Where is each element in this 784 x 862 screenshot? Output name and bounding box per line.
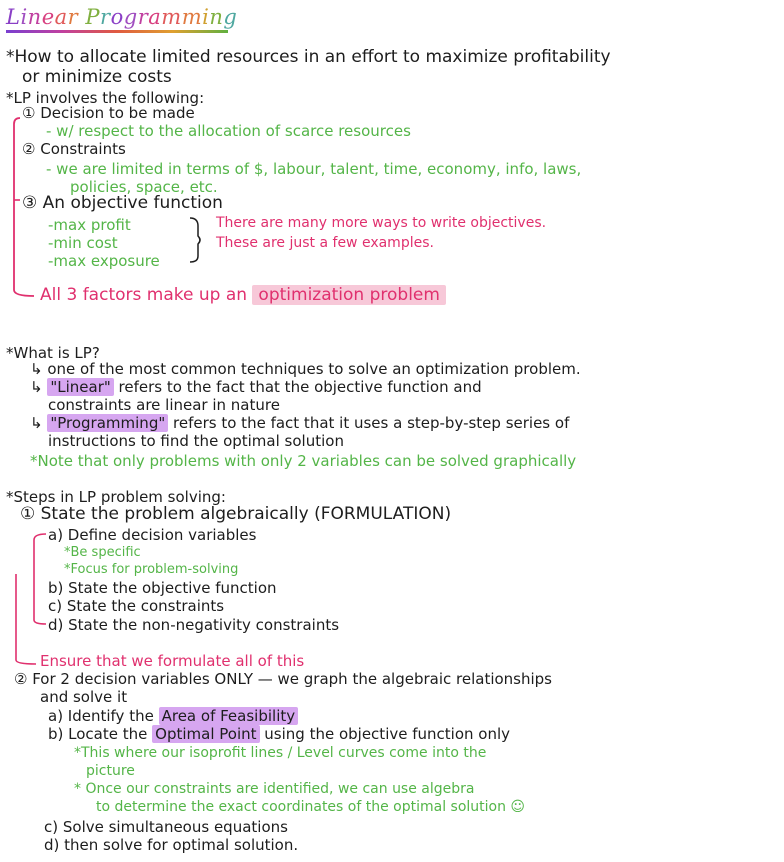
programming-line-2: instructions to find the optimal solution xyxy=(48,432,344,450)
item-constraints-detail-2: policies, space, etc. xyxy=(70,178,218,196)
step-2d: d) then solve for optimal solution. xyxy=(44,836,299,854)
linear-line-2: constraints are linear in nature xyxy=(48,396,280,414)
title-text: Linear Programming xyxy=(6,5,238,29)
all-factors-text: All 3 factors make up an xyxy=(40,285,248,305)
step-2b-text-2: using the objective function only xyxy=(264,725,511,743)
bracket-step1 xyxy=(16,574,36,664)
item-decision: ① Decision to be made xyxy=(22,104,195,122)
objective-max-exposure: -max exposure xyxy=(48,252,160,270)
isoprofit-note-2: picture xyxy=(86,763,135,779)
objective-min-cost: -min cost xyxy=(48,234,118,252)
algebra-note-1: * Once our constraints are identified, we can use algebra xyxy=(74,781,475,797)
page-title xyxy=(6,4,237,30)
ensure-line: Ensure that we formulate all of this xyxy=(40,652,305,670)
programming-highlight: "Programming" xyxy=(47,414,168,432)
item-objective: ③ An objective function xyxy=(22,193,223,213)
lp-involves: *LP involves the following: xyxy=(6,89,205,107)
linear-line: ↳ "Linear" refers to the fact that the objective function and xyxy=(30,378,482,396)
step-2b-text: b) Locate the xyxy=(48,725,148,743)
isoprofit-note-1: *This where our isoprofit lines / Level curves come into the xyxy=(74,745,487,761)
step-1d: d) State the non-negativity constraints xyxy=(48,616,340,634)
programming-line: ↳ "Programming" refers to the fact that it uses a step-by-step series of xyxy=(30,414,570,432)
step-2a-text: a) Identify the xyxy=(48,707,154,725)
steps-heading: *Steps in LP problem solving: xyxy=(6,488,226,506)
all-factors-line xyxy=(40,286,446,304)
objective-note-1: There are many more ways to write objectives. xyxy=(216,215,547,231)
step-2c: c) Solve simultaneous equations xyxy=(44,818,288,836)
area-of-feasibility-highlight: Area of Feasibility xyxy=(159,707,299,725)
item-constraints-detail-1: - we are limited in terms of $, labour, talent, time, economy, info, laws, xyxy=(46,160,582,178)
optimization-problem-highlight: optimization problem xyxy=(252,285,446,305)
intro-line-1: *How to allocate limited resources in an effort to maximize profitability xyxy=(6,47,611,67)
step-2a xyxy=(48,707,298,725)
objective-max-profit: -max profit xyxy=(48,216,131,234)
lp-definition: ↳ one of the most common techniques to solve an optimization problem. xyxy=(30,360,581,378)
step-2b xyxy=(48,725,510,743)
bracket-formulation xyxy=(34,534,46,624)
title-underline xyxy=(6,30,228,33)
linear-text: refers to the fact that the objective function and xyxy=(118,378,482,396)
step-1a-note-1: *Be specific xyxy=(64,545,141,560)
step-1c: c) State the constraints xyxy=(48,597,225,615)
programming-text: refers to the fact that it uses a step-by-step series of xyxy=(173,414,570,432)
objective-note-2: These are just a few examples. xyxy=(216,235,434,251)
algebra-note-2: to determine the exact coordinates of the optimal solution ☺ xyxy=(96,799,526,815)
brace-objectives xyxy=(190,218,200,262)
item-constraints: ② Constraints xyxy=(22,140,126,158)
step-1: ① State the problem algebraically (FORMULATION) xyxy=(20,504,452,524)
item-decision-detail: - w/ respect to the allocation of scarce resources xyxy=(46,122,411,140)
step-2-cont: and solve it xyxy=(40,688,128,706)
step-1a: a) Define decision variables xyxy=(48,526,257,544)
what-is-lp: *What is LP? xyxy=(6,344,100,362)
step-1a-note-2: *Focus for problem-solving xyxy=(64,562,239,577)
linear-highlight: "Linear" xyxy=(47,378,113,396)
intro-line-2: or minimize costs xyxy=(22,67,172,87)
optimal-point-highlight: Optimal Point xyxy=(152,725,259,743)
step-2: ② For 2 decision variables ONLY — we graph the algebraic relationships xyxy=(14,670,553,688)
graphical-note: *Note that only problems with only 2 variables can be solved graphically xyxy=(30,452,577,470)
step-1b: b) State the objective function xyxy=(48,579,277,597)
